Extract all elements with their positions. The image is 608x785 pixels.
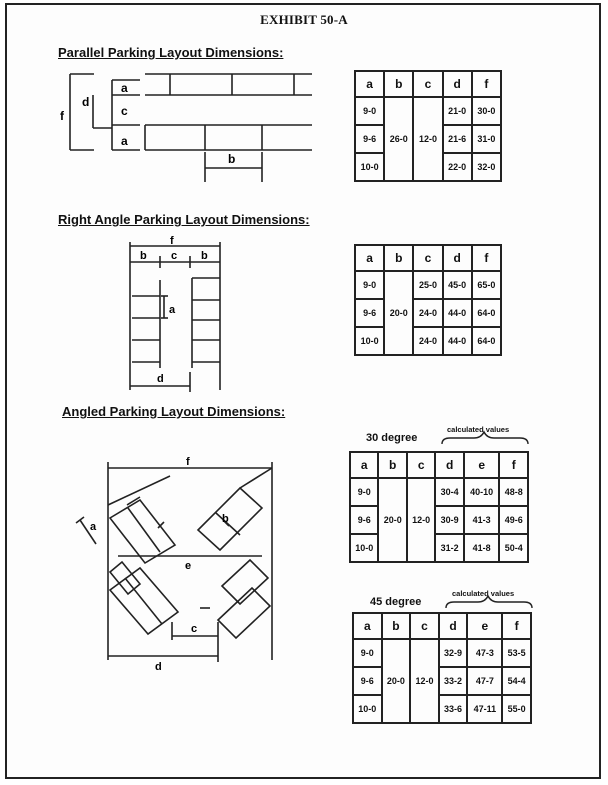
parallel-cell-f: 30-0 [472,97,501,125]
angled-heading: Angled Parking Layout Dimensions: [62,404,286,419]
right-angle-label-b-left: b [140,250,147,262]
fortyfive-header-b: b [382,613,411,639]
thirty-header-d: d [435,452,463,478]
parallel-cell-c: 12-0 [413,97,442,181]
right-angle-label-d: d [157,373,164,385]
fortyfive-cell-e: 47-11 [467,695,502,723]
right-angle-cell-a: 9-6 [355,299,384,327]
fortyfive-header-a: a [353,613,382,639]
thirty-cell-d: 30-9 [435,506,463,534]
parallel-cell-a: 10-0 [355,153,384,181]
thirty-cell-f: 50-4 [499,534,528,562]
parallel-header-c: c [413,71,442,97]
parallel-cell-a: 9-0 [355,97,384,125]
fortyfive-cell-f: 53-5 [502,639,531,667]
thirty-cell-f: 49-6 [499,506,528,534]
parallel-header-d: d [443,71,472,97]
parallel-label-c: c [121,104,128,118]
fortyfive-calc-label: calculated values [452,589,515,598]
table-row [353,667,531,695]
right-angle-cell-d: 44-0 [443,299,472,327]
parallel-label-b: b [228,152,236,166]
right-angle-header-a: a [355,245,384,271]
thirty-calc-label: calculated values [447,425,510,434]
fortyfive-cell-b: 20-0 [382,639,411,723]
fortyfive-header-d: d [439,613,468,639]
right-angle-cell-c: 25-0 [413,271,442,299]
right-angle-header-b: b [384,245,413,271]
parallel-label-d: d [82,95,90,109]
parallel-cell-d: 21-0 [443,97,472,125]
parallel-label-a-bottom: a [121,134,128,148]
fortyfive-header-e: e [467,613,502,639]
fortyfive-degree-label: 45 degree [370,596,422,608]
right-angle-heading: Right Angle Parking Layout Dimensions: [58,212,310,227]
parallel-cell-a: 9-6 [355,125,384,153]
parallel-header-b: b [384,71,413,97]
angled-label-b: b [222,513,229,525]
fortyfive-cell-e: 47-7 [467,667,502,695]
thirty-cell-b: 20-0 [378,478,406,562]
fortyfive-cell-a: 9-0 [353,639,382,667]
parallel-label-a-top: a [121,81,128,95]
right-angle-label-b-right: b [201,250,208,262]
thirty-header-a: a [350,452,378,478]
fortyfive-cell-f: 54-4 [502,667,531,695]
thirty-header-e: e [464,452,500,478]
right-angle-cell-b: 20-0 [384,271,413,355]
thirty-cell-a: 9-0 [350,478,378,506]
angled-label-e: e [185,560,192,572]
fortyfive-cell-d: 32-9 [439,639,468,667]
fortyfive-header-f: f [502,613,531,639]
fortyfive-cell-f: 55-0 [502,695,531,723]
fortyfive-cell-a: 10-0 [353,695,382,723]
fortyfive-cell-c: 12-0 [410,639,439,723]
right-angle-cell-d: 45-0 [443,271,472,299]
table-row [353,639,531,667]
right-angle-label-c: c [171,250,178,262]
fortyfive-header-c: c [410,613,439,639]
fortyfive-degree-table [352,612,532,724]
right-angle-header-f: f [472,245,501,271]
parallel-cell-f: 31-0 [472,125,501,153]
right-angle-label-f: f [170,235,174,247]
angled-label-c: c [191,623,198,635]
parallel-label-f: f [60,109,64,123]
fortyfive-cell-d: 33-6 [439,695,468,723]
right-angle-cell-c: 24-0 [413,299,442,327]
parallel-cell-f: 32-0 [472,153,501,181]
right-angle-cell-c: 24-0 [413,327,442,355]
parallel-heading: Parallel Parking Layout Dimensions: [58,45,284,60]
parallel-header-f: f [472,71,501,97]
right-angle-header-d: d [443,245,472,271]
right-angle-cell-a: 10-0 [355,327,384,355]
thirty-cell-f: 48-8 [499,478,528,506]
thirty-cell-e: 41-3 [464,506,500,534]
right-angle-header-c: c [413,245,442,271]
table-row [353,695,531,723]
angled-label-d: d [155,661,162,673]
thirty-cell-d: 31-2 [435,534,463,562]
exhibit-title: EXHIBIT 50-A [260,12,348,27]
fortyfive-cell-e: 47-3 [467,639,502,667]
angled-label-f: f [186,456,190,468]
right-angle-cell-f: 64-0 [472,327,501,355]
angled-label-a: a [90,521,97,533]
fortyfive-cell-d: 33-2 [439,667,468,695]
right-angle-label-a: a [169,304,176,316]
fortyfive-cell-a: 9-6 [353,667,382,695]
thirty-cell-c: 12-0 [407,478,435,562]
right-angle-cell-d: 44-0 [443,327,472,355]
thirty-degree-label: 30 degree [366,432,418,444]
parallel-cell-d: 22-0 [443,153,472,181]
right-angle-cell-a: 9-0 [355,271,384,299]
right-angle-cell-f: 65-0 [472,271,501,299]
thirty-cell-a: 10-0 [350,534,378,562]
thirty-cell-a: 9-6 [350,506,378,534]
thirty-header-c: c [407,452,435,478]
right-angle-cell-f: 64-0 [472,299,501,327]
parallel-cell-d: 21-6 [443,125,472,153]
thirty-header-b: b [378,452,406,478]
thirty-cell-e: 40-10 [464,478,500,506]
parallel-header-a: a [355,71,384,97]
thirty-header-f: f [499,452,528,478]
parallel-cell-b: 26-0 [384,97,413,181]
thirty-cell-e: 41-8 [464,534,500,562]
thirty-cell-d: 30-4 [435,478,463,506]
